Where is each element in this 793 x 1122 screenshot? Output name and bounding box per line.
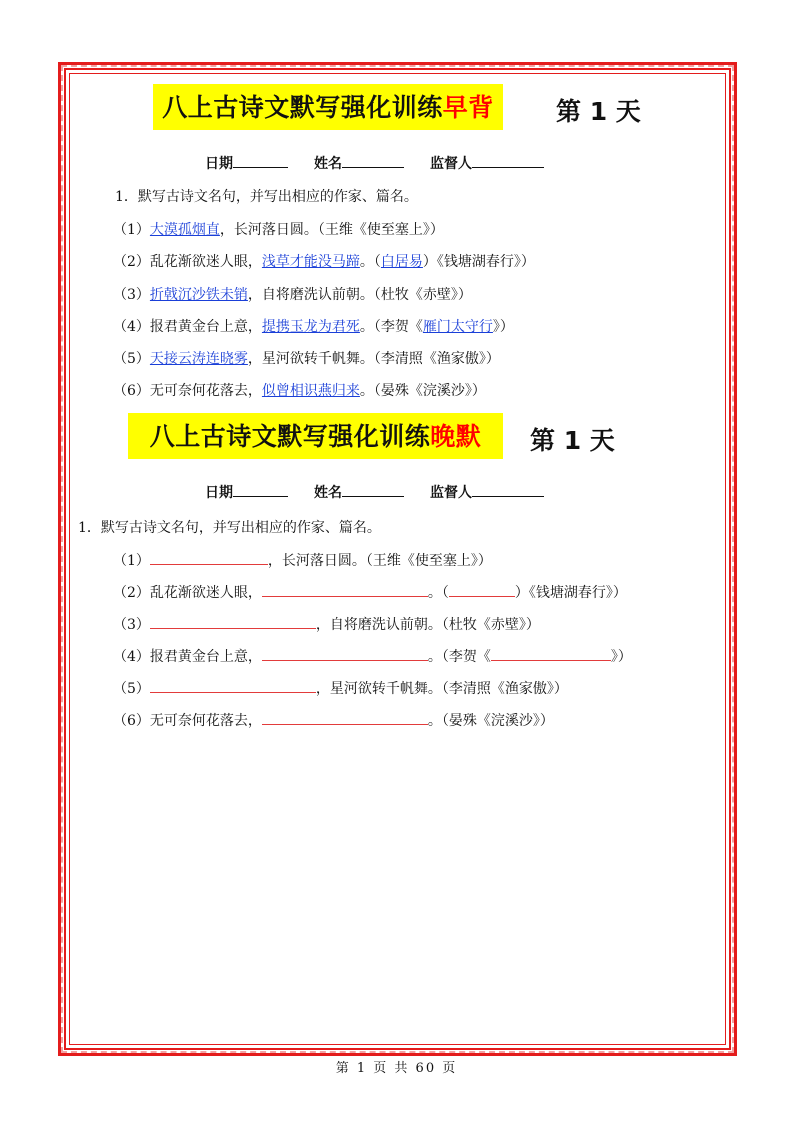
supervisor-blank[interactable] [472, 153, 544, 168]
answer-text: 大漠孤烟直 [149, 222, 220, 238]
supervisor-label: 监督人 [430, 156, 472, 172]
answer-blank[interactable] [150, 677, 316, 693]
supervisor-blank[interactable] [472, 482, 544, 497]
evening-title-text: 八上古诗文默写强化训练 [149, 421, 431, 451]
answer-blank[interactable] [150, 549, 268, 565]
name-blank[interactable] [342, 153, 404, 168]
author-blank[interactable] [449, 581, 515, 597]
title-blank[interactable] [491, 645, 611, 661]
date-blank[interactable] [233, 153, 288, 168]
evening-line-5: （5） ，星河欲转千帆舞。（李清照《渔家傲》） [113, 677, 568, 698]
name-label: 姓名 [314, 156, 342, 172]
evening-question: 1．默写古诗文名句，并写出相应的作家、篇名。 [78, 520, 381, 536]
answer-blank[interactable] [262, 645, 428, 661]
answer-text: 浅草才能没马蹄 [261, 254, 360, 270]
evening-line-2: （2）乱花渐欲迷人眼， 。（ ）《钱塘湖春行》） [113, 581, 627, 602]
morning-title-highlight: 早背 [442, 92, 494, 122]
answer-author: 白居易 [380, 254, 423, 270]
morning-title-banner [153, 84, 503, 130]
evening-line-1: （1） ，长河落日圆。（王维《使至塞上》） [113, 549, 492, 570]
evening-line-4: （4）报君黄金台上意， 。（李贺《 》） [113, 645, 632, 666]
morning-question: 1．默写古诗文名句，并写出相应的作家、篇名。 [115, 189, 418, 205]
evening-line-3: （3） ，自将磨洗认前朝。（杜牧《赤壁》） [113, 613, 540, 634]
morning-line-1: （1）大漠孤烟直，长河落日圆。（王维《使至塞上》） [113, 222, 444, 238]
page-footer: 第 1 页 共 60 页 [335, 1061, 458, 1076]
supervisor-label: 监督人 [430, 485, 472, 501]
morning-line-4: （4）报君黄金台上意，提携玉龙为君死。（李贺《雁门太守行》） [113, 319, 514, 335]
evening-title-banner [128, 413, 503, 459]
answer-text: 天接云涛连晓雾 [149, 351, 248, 367]
answer-blank[interactable] [150, 613, 316, 629]
morning-line-2: （2）乱花渐欲迷人眼，浅草才能没马蹄。（白居易）《钱塘湖春行》） [113, 254, 535, 270]
evening-line-6: （6）无可奈何花落去， 。（晏殊《浣溪沙》） [113, 709, 554, 730]
answer-text: 似曾相识燕归来 [261, 383, 360, 399]
morning-info-line [205, 153, 544, 173]
name-blank[interactable] [342, 482, 404, 497]
answer-title: 雁门太守行 [422, 319, 493, 335]
evening-info-line [205, 482, 544, 502]
morning-line-6: （6）无可奈何花落去，似曾相识燕归来。（晏殊《浣溪沙》） [113, 383, 486, 399]
answer-text: 折戟沉沙铁未销 [149, 287, 248, 303]
morning-day-label: 第 1 天 [556, 97, 641, 126]
date-blank[interactable] [233, 482, 288, 497]
morning-title-text: 八上古诗文默写强化训练 [162, 92, 443, 122]
morning-line-5: （5）天接云涛连晓雾，星河欲转千帆舞。（李清照《渔家傲》） [113, 351, 500, 367]
answer-blank[interactable] [262, 709, 428, 725]
date-label: 日期 [205, 485, 233, 501]
date-label: 日期 [205, 156, 233, 172]
morning-line-3: （3）折戟沉沙铁未销，自将磨洗认前朝。（杜牧《赤壁》） [113, 287, 472, 303]
name-label: 姓名 [314, 485, 342, 501]
evening-day-label: 第 1 天 [530, 426, 615, 455]
answer-text: 提携玉龙为君死 [261, 319, 360, 335]
evening-title-highlight: 晚默 [430, 421, 482, 451]
answer-blank[interactable] [262, 581, 428, 597]
